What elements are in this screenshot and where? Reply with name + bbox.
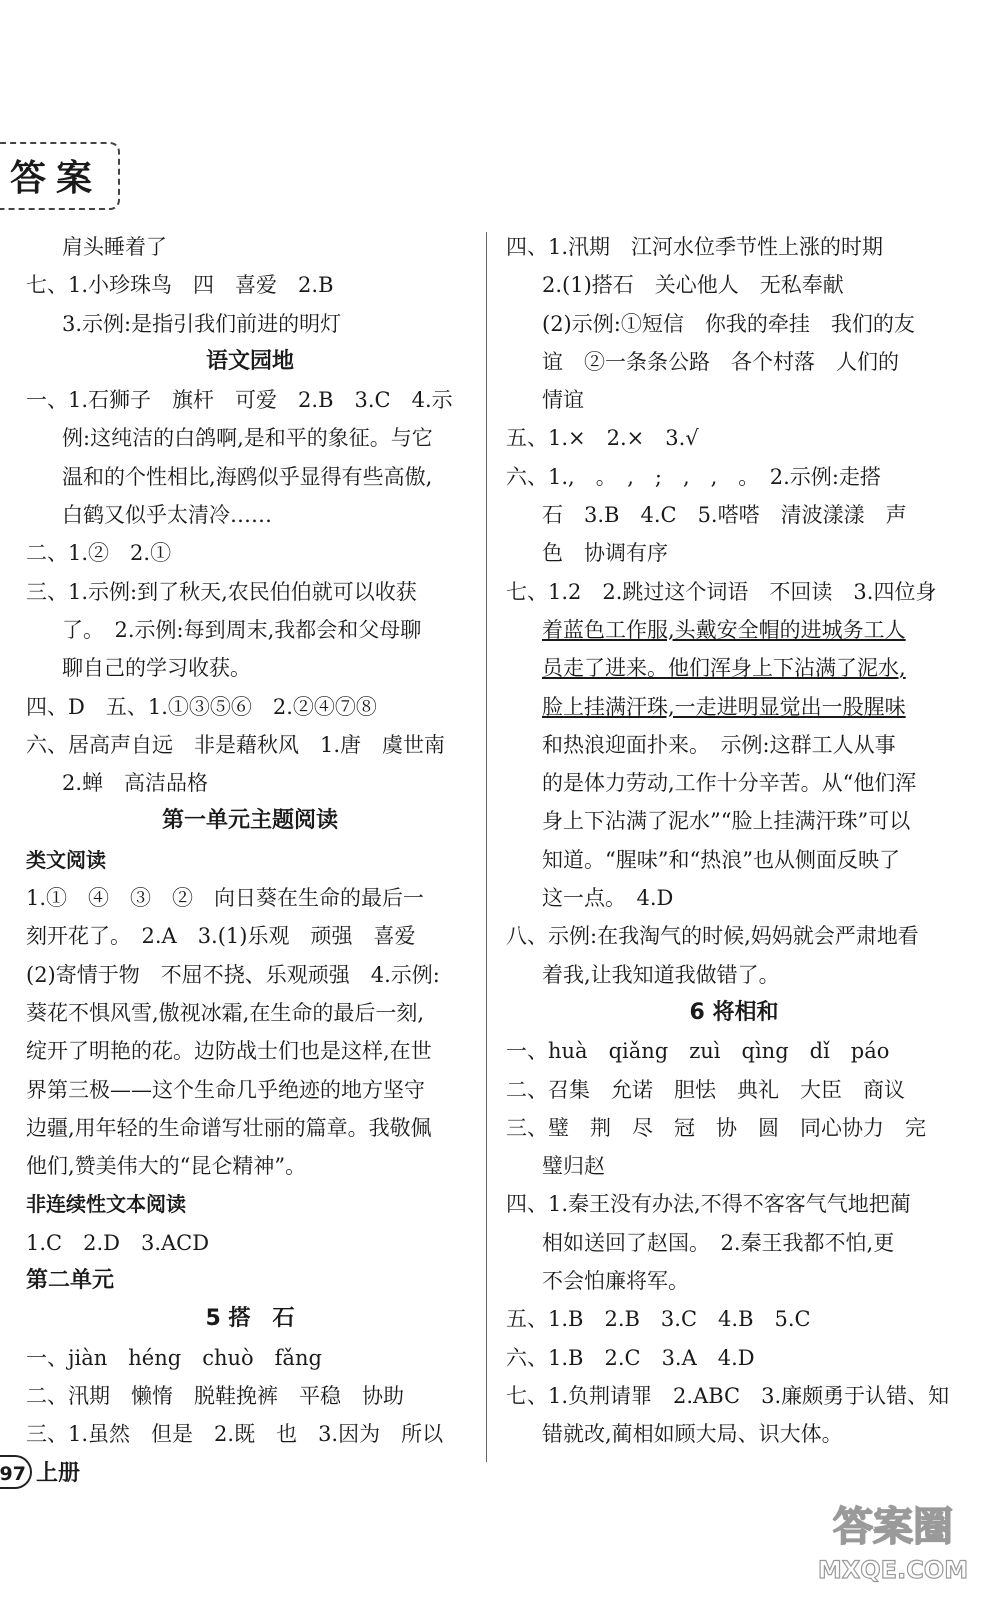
answer-text: 温和的个性相比,海鸥似乎显得有些高傲,	[62, 464, 433, 489]
column-divider	[486, 232, 487, 1462]
right-answer-line	[506, 228, 962, 266]
answer-text: 一、jiàn héng chuò fǎng	[26, 1345, 322, 1370]
right-answer-line	[506, 649, 962, 687]
left-answer-line	[26, 841, 474, 879]
right-answer-line	[506, 1185, 962, 1223]
left-answer-line	[26, 649, 474, 687]
answer-text: 身上下沾满了泥水”“脸上挂满汗珠”可以	[542, 809, 911, 834]
answer-text: 四、1.汛期 江河水位季节性上涨的时期	[506, 235, 884, 259]
right-answer-line	[506, 534, 962, 572]
left-answer-line	[26, 726, 474, 764]
answer-text: 员走了进来。他们浑身上下沾满了泥水,	[542, 656, 906, 681]
right-answer-line	[506, 1262, 962, 1300]
answer-text: 不会怕廉将军。	[542, 1269, 689, 1294]
left-answer-line	[26, 879, 474, 917]
left-answer-line	[26, 266, 474, 304]
answer-text: 2.(1)搭石 关心他人 无私奉献	[542, 273, 844, 298]
left-answer-line	[26, 688, 474, 726]
answer-text: 3.示例:是指引我们前进的明灯	[62, 311, 342, 336]
page-title: 答案	[10, 158, 103, 199]
right-answer-line	[506, 1147, 962, 1185]
answer-text: 四、D 五、1.①③⑤⑥ 2.②④⑦⑧	[26, 694, 377, 719]
left-answer-line	[26, 1109, 474, 1147]
volume-label: 上册	[36, 1461, 81, 1486]
answer-text: 刻开花了。 2.A 3.(1)乐观 顽强 喜爱	[26, 924, 416, 949]
left-answer-line	[26, 994, 474, 1032]
right-answer-line	[506, 1224, 962, 1262]
answer-text: 一、1.石狮子 旗杆 可爱 2.B 3.C 4.示	[26, 388, 453, 413]
left-answer-line	[26, 802, 474, 840]
answer-text: 六、居高声自远 非是藉秋风 1.唐 虞世南	[26, 732, 446, 757]
answer-text: 着蓝色工作服,头戴安全帽的进城务工人	[542, 617, 906, 642]
answer-text: 三、璧 荆 尽 冠 协 圆 同心协力 完	[506, 1115, 926, 1140]
left-answer-line	[26, 1032, 474, 1070]
answer-text: 和热浪迎面扑来。 示例:这群工人从事	[542, 732, 896, 757]
left-answer-line	[26, 496, 474, 534]
answer-text: 错就改,蔺相如顾大局、识大体。	[542, 1422, 843, 1447]
answer-text: 脸上挂满汗珠,一走进明显觉出一股腥味	[542, 694, 906, 719]
answer-text: 四、1.秦王没有办法,不得不客客气气地把蔺	[506, 1192, 911, 1217]
watermark-logo	[808, 1488, 978, 1588]
answer-text: 界第三极——这个生命几乎绝迹的地方坚守	[26, 1077, 425, 1102]
left-answer-line	[26, 1224, 474, 1262]
answer-text: 三、1.虽然 但是 2.既 也 3.因为 所以	[26, 1422, 444, 1447]
right-answer-line	[506, 879, 962, 917]
answer-text: 了。 2.示例:每到周末,我都会和父母聊	[62, 617, 422, 642]
answer-text: 聊自己的学习收获。	[62, 656, 251, 681]
answer-text: 的是体力劳动,工作十分辛苦。从“他们浑	[542, 771, 917, 796]
right-answer-line	[506, 688, 962, 726]
left-answer-line	[26, 1377, 474, 1415]
answer-text: 七、1.小珍珠鸟 四 喜爱 2.B	[26, 273, 334, 298]
right-answer-line	[506, 917, 962, 955]
right-column	[506, 228, 962, 1454]
right-answer-line	[506, 496, 962, 534]
watermark-logo-text: 答案圈	[833, 1504, 953, 1550]
answer-text: 这一点。 4.D	[542, 886, 674, 911]
answer-text: 六、1., 。 , ; , , 。 2.示例:走搭	[506, 464, 881, 489]
left-answer-line	[26, 611, 474, 649]
left-answer-line	[26, 1071, 474, 1109]
right-answer-line	[506, 381, 962, 419]
left-answer-line	[26, 305, 474, 343]
answer-text: 相如送回了赵国。 2.秦王我都不怕,更	[542, 1230, 895, 1255]
answer-text: 七、1.负荆请罪 2.ABC 3.廉颇勇于认错、知	[506, 1383, 950, 1408]
left-answer-line	[26, 1300, 474, 1338]
answer-text: 2.蝉 高洁品格	[62, 771, 209, 796]
answer-text: 语文园地	[205, 348, 294, 374]
right-answer-line	[506, 1415, 962, 1453]
right-answer-line	[506, 419, 962, 457]
answer-text: 璧归赵	[542, 1154, 605, 1179]
answer-text: 五、1.B 2.B 3.C 4.B 5.C	[506, 1307, 811, 1332]
answer-text: 色 协调有序	[542, 541, 668, 566]
watermark-url: MXQE.COM	[817, 1556, 969, 1584]
left-answer-line	[26, 419, 474, 457]
right-answer-line	[506, 1377, 962, 1415]
answer-text: 石 3.B 4.C 5.嗒嗒 清波漾漾 声	[542, 503, 907, 528]
answer-text: 边疆,用年轻的生命谱写壮丽的篇章。我敬佩	[26, 1115, 432, 1140]
left-answer-line	[26, 1147, 474, 1185]
right-answer-line	[506, 1071, 962, 1109]
answer-text: 例:这纯洁的白鸽啊,是和平的象征。与它	[62, 426, 433, 451]
right-answer-line	[506, 1300, 962, 1338]
left-answer-line	[26, 1185, 474, 1223]
left-answer-line	[26, 573, 474, 611]
right-answer-line	[506, 1109, 962, 1147]
right-answer-line	[506, 956, 962, 994]
left-answer-line	[26, 1339, 474, 1377]
page-number: 97	[0, 1455, 32, 1489]
answer-text: 二、1.② 2.①	[26, 541, 172, 566]
left-answer-line	[26, 764, 474, 802]
answer-text: 六、1.B 2.C 3.A 4.D	[506, 1345, 755, 1370]
answer-text: 着我,让我知道我做错了。	[542, 962, 780, 987]
right-answer-line	[506, 305, 962, 343]
answer-text: 1.① ④ ③ ② 向日葵在生命的最后一	[26, 886, 425, 911]
answer-text: 二、召集 允诺 胆怯 典礼 大臣 商议	[506, 1077, 905, 1102]
left-answer-line	[26, 228, 474, 266]
answer-text: 他们,赞美伟大的“昆仑精神”。	[26, 1154, 307, 1179]
left-answer-line	[26, 917, 474, 955]
answer-text: 非连续性文本阅读	[26, 1192, 186, 1217]
answer-text: 6 将相和	[689, 999, 779, 1025]
right-answer-line	[506, 266, 962, 304]
right-answer-line	[506, 458, 962, 496]
left-answer-line	[26, 1415, 474, 1453]
answer-text: 五、1.× 2.× 3.√	[506, 426, 699, 451]
answer-text: 谊 ②一条条公路 各个村落 人们的	[542, 349, 899, 374]
answer-text: 1.C 2.D 3.ACD	[26, 1230, 210, 1255]
answer-text: 知道。“腥味”和“热浪”也从侧面反映了	[542, 847, 900, 872]
right-answer-line	[506, 764, 962, 802]
answer-text: 二、汛期 懒惰 脱鞋挽裤 平稳 协助	[26, 1383, 404, 1408]
left-answer-line	[26, 458, 474, 496]
answer-text: 白鹤又似乎太清冷……	[62, 503, 272, 528]
answer-text: 葵花不惧风雪,傲视冰霜,在生命的最后一刻,	[26, 1000, 425, 1025]
answer-text: 绽开了明艳的花。边防战士们也是这样,在世	[26, 1039, 432, 1064]
right-answer-line	[506, 802, 962, 840]
right-answer-line	[506, 611, 962, 649]
answer-text: (2)寄情于物 不屈不挠、乐观顽强 4.示例:	[26, 962, 440, 987]
answer-text: 七、1.2 2.跳过这个词语 不回读 3.四位身	[506, 579, 937, 604]
left-answer-line	[26, 1262, 474, 1300]
answer-text: 第一单元主题阅读	[161, 808, 338, 834]
left-column	[26, 228, 474, 1454]
right-answer-line	[506, 994, 962, 1032]
left-answer-line	[26, 381, 474, 419]
answer-text: (2)示例:①短信 你我的牵挂 我们的友	[542, 311, 915, 336]
answer-text: 5 搭 石	[205, 1306, 295, 1332]
right-answer-line	[506, 1339, 962, 1377]
answer-text: 情谊	[542, 388, 584, 413]
answer-text: 八、示例:在我淘气的时候,妈妈就会严肃地看	[506, 924, 919, 949]
answer-text: 三、1.示例:到了秋天,农民伯伯就可以收获	[26, 579, 417, 604]
right-answer-line	[506, 1032, 962, 1070]
left-answer-line	[26, 534, 474, 572]
left-answer-line	[26, 343, 474, 381]
answer-text: 第二单元	[26, 1268, 115, 1294]
left-answer-line	[26, 956, 474, 994]
answer-text: 一、huà qiǎng zuì qìng dǐ páo	[506, 1039, 890, 1064]
answer-text: 肩头睡着了	[62, 235, 167, 259]
right-answer-line	[506, 726, 962, 764]
right-answer-line	[506, 343, 962, 381]
answer-text: 类文阅读	[26, 847, 106, 872]
right-answer-line	[506, 573, 962, 611]
right-answer-line	[506, 841, 962, 879]
